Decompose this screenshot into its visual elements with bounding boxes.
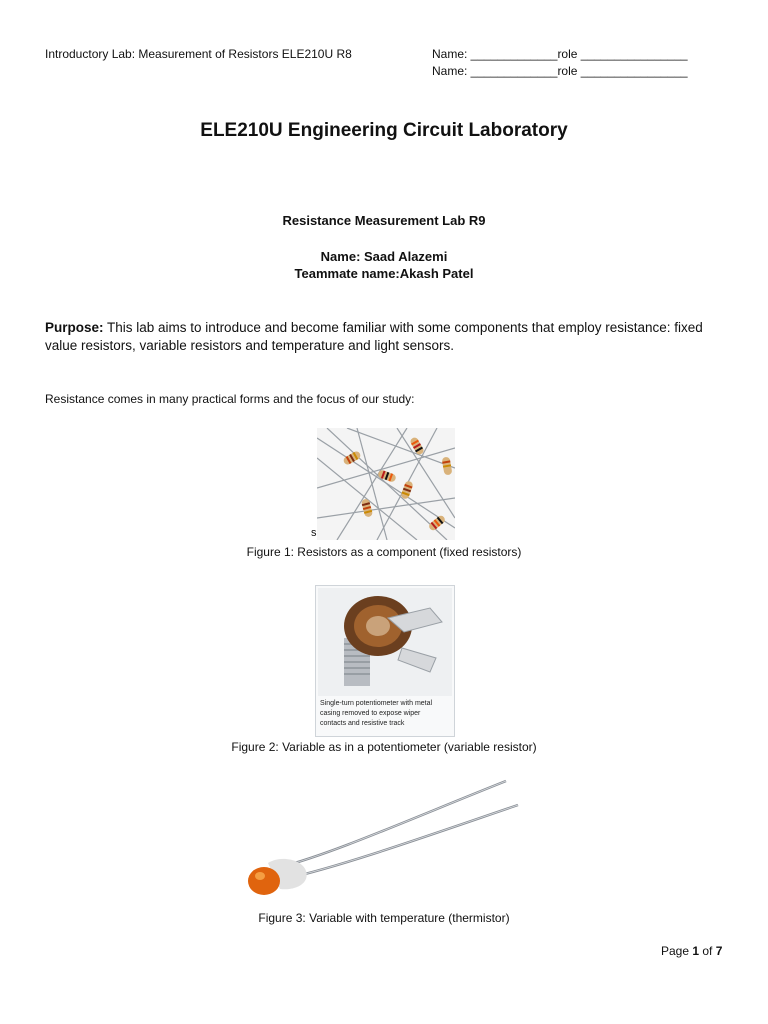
potentiometer-inset-caption: Single-turn potentiometer with metal casing removed to expose wiper contacts and resistive track <box>320 700 433 727</box>
page-of: of <box>699 944 716 958</box>
name-line-2: Name: _____________role ________________ <box>432 64 688 78</box>
lab-subtitle: Resistance Measurement Lab R9 <box>282 213 486 228</box>
page-number <box>661 944 722 958</box>
name-fields <box>432 46 688 80</box>
figure-2-caption: Figure 2: Variable as in a potentiometer (variable resistor) <box>231 740 537 754</box>
intro-text: Resistance comes in many practical forms and the focus of our study: <box>45 392 415 406</box>
resistors-image <box>317 428 455 540</box>
figure-1-caption: Figure 1: Resistors as a component (fixed resistors) <box>246 545 522 559</box>
teammate-name: Teammate name:Akash Patel <box>294 266 474 281</box>
purpose-text: This lab aims to introduce and become familiar with some components that employ resistance: fixed value resistors, variable resistors and temperature and light sensors. <box>45 320 703 353</box>
purpose-paragraph <box>45 319 735 355</box>
thermistor-image <box>240 775 530 905</box>
potentiometer-figure <box>315 585 455 737</box>
purpose-label: Purpose: <box>45 320 104 335</box>
page-prefix: Page <box>661 944 693 958</box>
potentiometer-image <box>318 588 452 696</box>
header-left-text: Introductory Lab: Measurement of Resistors ELE210U R8 <box>45 47 352 61</box>
name-line-1: Name: _____________role ________________ <box>432 47 688 61</box>
figure-3-caption: Figure 3: Variable with temperature (thermistor) <box>258 911 510 925</box>
student-name: Name: Saad Alazemi <box>320 249 448 264</box>
stray-character: s <box>311 527 317 539</box>
page-current: 1 <box>692 944 700 958</box>
document-title: ELE210U Engineering Circuit Laboratory <box>200 120 568 141</box>
page-total: 7 <box>715 944 723 958</box>
